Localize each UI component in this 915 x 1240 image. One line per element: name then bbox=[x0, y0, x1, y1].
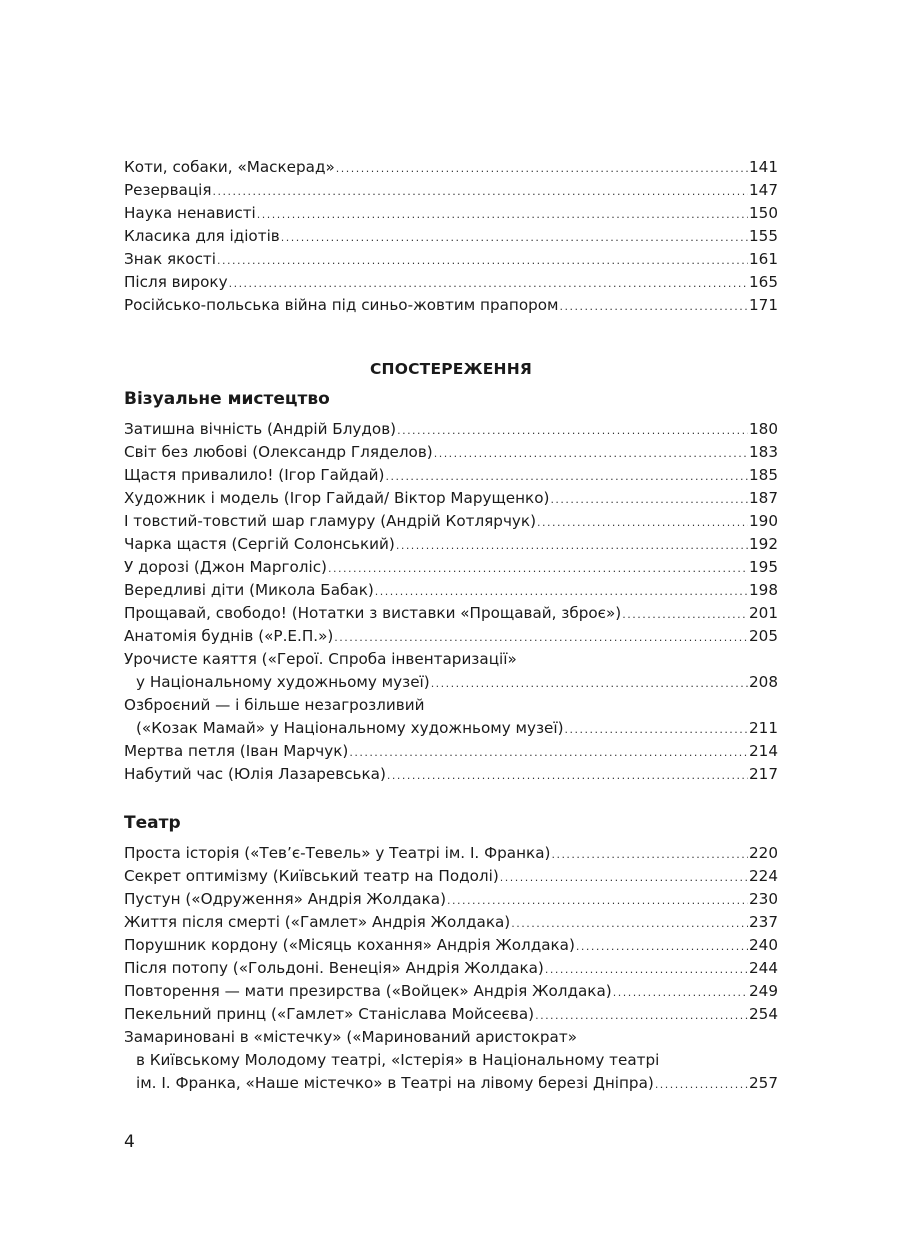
toc-dots bbox=[655, 1073, 748, 1096]
toc-entry-page: 257 bbox=[749, 1074, 778, 1092]
toc-entry-title: Після потопу («Гольдоні. Венеція» Андрія Жолдака) bbox=[124, 959, 544, 977]
toc-dots bbox=[213, 180, 748, 203]
toc-dots bbox=[229, 272, 748, 295]
toc-top-block bbox=[124, 156, 778, 317]
toc-theatre-block bbox=[124, 842, 778, 1095]
toc-entry-page: 201 bbox=[749, 604, 778, 622]
toc-entry-title: ім. І. Франка, «Наше містечко» в Театрі на лівому березі Дніпра) bbox=[136, 1074, 654, 1092]
toc-entry-page: 161 bbox=[749, 250, 778, 268]
toc-entry bbox=[124, 441, 778, 464]
toc-entry-page: 183 bbox=[749, 443, 778, 461]
toc-dots bbox=[565, 718, 748, 741]
toc-dots bbox=[385, 465, 748, 488]
toc-entry-title: Секрет оптимізму (Київський театр на Подолі) bbox=[124, 867, 499, 885]
toc-dots bbox=[551, 843, 748, 866]
toc-entry-page: 180 bbox=[749, 420, 778, 438]
toc-visual-block bbox=[124, 418, 778, 786]
toc-entry bbox=[124, 740, 778, 763]
toc-entry-title: Знак якості bbox=[124, 250, 216, 268]
toc-dots bbox=[511, 912, 748, 935]
toc-entry-page: 217 bbox=[749, 765, 778, 783]
toc-entry bbox=[124, 1003, 778, 1026]
toc-dots bbox=[560, 295, 749, 318]
toc-entry-page: 214 bbox=[749, 742, 778, 760]
toc-entry bbox=[124, 957, 778, 980]
toc-entry bbox=[124, 156, 778, 179]
toc-entry-title: Життя після смерті («Гамлет» Андрія Жолдака) bbox=[124, 913, 511, 931]
toc-entry-page: 155 bbox=[749, 227, 778, 245]
toc-entry-title: Коти, собаки, «Маскерад» bbox=[124, 158, 335, 176]
toc-entry-page: 205 bbox=[749, 627, 778, 645]
toc-entry bbox=[124, 556, 778, 579]
toc-dots bbox=[375, 580, 748, 603]
toc-entry-page: 195 bbox=[749, 558, 778, 576]
toc-entry-page: 208 bbox=[749, 673, 778, 691]
toc-entry-title: Набутий час (Юлія Лазаревська) bbox=[124, 765, 386, 783]
toc-dots bbox=[576, 935, 748, 958]
toc-entry bbox=[124, 717, 778, 740]
toc-entry-title: Російсько-польська війна під синьо-жовтим прапором bbox=[124, 296, 559, 314]
toc-entry-page: 237 bbox=[749, 913, 778, 931]
toc-entry-page: 254 bbox=[749, 1005, 778, 1023]
toc-dots bbox=[622, 603, 748, 626]
toc-entry-title: Чарка щастя (Сергій Солонський) bbox=[124, 535, 395, 553]
toc-dots bbox=[257, 203, 748, 226]
toc-dots bbox=[545, 958, 748, 981]
toc-entry bbox=[124, 294, 778, 317]
toc-dots bbox=[396, 534, 748, 557]
toc-entry bbox=[124, 418, 778, 441]
toc-entry bbox=[124, 671, 778, 694]
toc-entry bbox=[124, 980, 778, 1003]
toc-entry bbox=[124, 225, 778, 248]
toc-entry-title: у Національному художньому музеї) bbox=[136, 673, 430, 691]
toc-entry-page: 190 bbox=[749, 512, 778, 530]
toc-entry-first-line bbox=[124, 1026, 778, 1049]
toc-entry bbox=[124, 934, 778, 957]
toc-entry-page: 165 bbox=[749, 273, 778, 291]
toc-entry-title: Порушник кордону («Місяць кохання» Андрія Жолдака) bbox=[124, 936, 575, 954]
toc-entry-page: 185 bbox=[749, 466, 778, 484]
toc-entry-continuation bbox=[124, 1049, 778, 1072]
toc-entry-title: Повторення — мати презирства («Войцек» Андрія Жолдака) bbox=[124, 982, 612, 1000]
subsection-heading-theatre: Театр bbox=[124, 813, 181, 833]
toc-entry-page: 224 bbox=[749, 867, 778, 885]
toc-entry bbox=[124, 763, 778, 786]
toc-dots bbox=[217, 249, 748, 272]
toc-entry-title: Світ без любові (Олександр Гляделов) bbox=[124, 443, 433, 461]
toc-entry-title: Вередливі діти (Микола Бабак) bbox=[124, 581, 374, 599]
toc-entry-title: Наука ненависті bbox=[124, 204, 256, 222]
toc-dots bbox=[537, 511, 748, 534]
toc-entry-title: в Київському Молодому театрі, «Істерія» в Національному театрі bbox=[136, 1051, 660, 1069]
toc-entry-page: 150 bbox=[749, 204, 778, 222]
toc-entry-title: Озброєний — і більше незагрозливий bbox=[124, 696, 425, 714]
subsection-heading-visual: Візуальне мистецтво bbox=[124, 389, 330, 409]
toc-entry bbox=[124, 865, 778, 888]
toc-entry-title: («Козак Мамай» у Національному художньому музеї) bbox=[136, 719, 564, 737]
toc-dots bbox=[334, 626, 748, 649]
toc-dots bbox=[550, 488, 748, 511]
toc-entry bbox=[124, 602, 778, 625]
toc-dots bbox=[387, 764, 748, 787]
toc-entry bbox=[124, 248, 778, 271]
toc-entry-title: Замариновані в «містечку» («Маринований аристократ» bbox=[124, 1028, 577, 1046]
toc-dots bbox=[447, 889, 748, 912]
toc-entry-title: Після вироку bbox=[124, 273, 228, 291]
toc-entry-page: 240 bbox=[749, 936, 778, 954]
toc-dots bbox=[281, 226, 748, 249]
toc-entry-title: Затишна вічність (Андрій Блудов) bbox=[124, 420, 397, 438]
toc-dots bbox=[535, 1004, 748, 1027]
toc-entry-title: Класика для ідіотів bbox=[124, 227, 280, 245]
toc-entry bbox=[124, 271, 778, 294]
toc-dots bbox=[434, 442, 748, 465]
toc-entry-title: Художник і модель (Ігор Гайдай/ Віктор Марущенко) bbox=[124, 489, 550, 507]
toc-entry-title: І товстий-товстий шар гламуру (Андрій Котлярчук) bbox=[124, 512, 537, 530]
toc-entry bbox=[124, 1072, 778, 1095]
toc-entry bbox=[124, 202, 778, 225]
toc-entry-page: 220 bbox=[749, 844, 778, 862]
toc-entry-page: 171 bbox=[749, 296, 778, 314]
page-number: 4 bbox=[124, 1132, 135, 1152]
toc-dots bbox=[431, 672, 748, 695]
toc-entry-page: 192 bbox=[749, 535, 778, 553]
toc-entry-page: 211 bbox=[749, 719, 778, 737]
toc-entry-page: 249 bbox=[749, 982, 778, 1000]
toc-entry bbox=[124, 464, 778, 487]
toc-entry bbox=[124, 842, 778, 865]
toc-entry-first-line bbox=[124, 648, 778, 671]
toc-entry bbox=[124, 510, 778, 533]
toc-entry-title: Резервація bbox=[124, 181, 212, 199]
toc-entry bbox=[124, 487, 778, 510]
toc-entry bbox=[124, 179, 778, 202]
toc-entry-title: Анатомія буднів («Р.Е.П.») bbox=[124, 627, 334, 645]
toc-entry-page: 141 bbox=[749, 158, 778, 176]
section-title: СПОСТЕРЕЖЕННЯ bbox=[369, 360, 533, 378]
toc-entry bbox=[124, 579, 778, 602]
toc-entry-title: Мертва петля (Іван Марчук) bbox=[124, 742, 349, 760]
toc-entry-title: Щастя привалило! (Ігор Гайдай) bbox=[124, 466, 385, 484]
toc-entry-title: Урочисте каяття («Герої. Спроба інвентаризації» bbox=[124, 650, 517, 668]
toc-entry-page: 244 bbox=[749, 959, 778, 977]
toc-entry bbox=[124, 911, 778, 934]
toc-entry-title: Прощавай, свободо! (Нотатки з виставки «Прощавай, зброє») bbox=[124, 604, 622, 622]
toc-entry-page: 187 bbox=[749, 489, 778, 507]
toc-dots bbox=[336, 157, 748, 180]
toc-entry-page: 147 bbox=[749, 181, 778, 199]
toc-entry bbox=[124, 625, 778, 648]
toc-dots bbox=[349, 741, 748, 764]
toc-entry-page: 230 bbox=[749, 890, 778, 908]
toc-entry-first-line bbox=[124, 694, 778, 717]
toc-entry-title: У дорозі (Джон Марголіс) bbox=[124, 558, 327, 576]
toc-entry-page: 198 bbox=[749, 581, 778, 599]
toc-entry-title: Пекельний принц («Гамлет» Станіслава Мойсеєва) bbox=[124, 1005, 535, 1023]
toc-dots bbox=[397, 419, 748, 442]
toc-dots bbox=[500, 866, 748, 889]
toc-dots bbox=[613, 981, 748, 1004]
toc-dots bbox=[328, 557, 748, 580]
toc-entry bbox=[124, 533, 778, 556]
toc-entry-title: Пустун («Одруження» Андрія Жолдака) bbox=[124, 890, 447, 908]
toc-entry bbox=[124, 888, 778, 911]
toc-entry-title: Проста історія («Тев’є-Тевель» у Театрі ім. І. Франка) bbox=[124, 844, 551, 862]
